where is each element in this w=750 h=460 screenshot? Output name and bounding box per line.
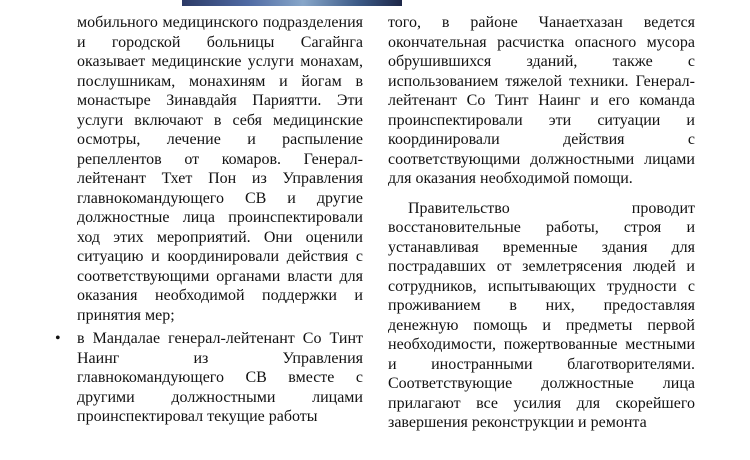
list-item-mandalay: [55, 329, 363, 427]
bullet-icon: •: [55, 330, 61, 347]
right-column: [388, 13, 695, 433]
photo-bottom-edge: [182, 0, 402, 6]
paragraph-government-reconstruction: Правительство проводит восстановительные работы, строя и устанавливая временные здания для пострадавших от землетрясения людей и сотрудников, испытывающих трудности с проживанием в них, предоставляя денежную помощь и предметы первой необходимости, пожертвованные местными и иностранными благотворителями. Соответствующие должностные лица прилагают все усилия для скорейшего завершения реконструкции и ремонта: [388, 199, 695, 431]
left-column: [55, 13, 363, 427]
paragraph-debris-clearing: того, в районе Чанаетхазан ведется окончательная расчистка опасного мусора обрушившихся зданий, также с использованием тяжелой техники. Генерал-лейтенант Со Тинт Наинг и его команда проинспектировали эти ситуации и координировали действия с соответствующими должностными лицами для оказания необходимой помощи.: [388, 14, 695, 187]
paragraph-medical-services: мобильного медицинского подразделения и городской больницы Сагайнга оказывает медицинские услуги монахам, послушникам, монахиням и йогам в монастыре Зинавдайя Париятти. Эти услуги включают в себя медицинские осмотры, лечение и распыление репеллентов от комаров. Генерал-лейтенант Тхет Пон из Управления главнокомандующего СВ и другие должностные лица проинспектировали ход этих мероприятий. Они оценили ситуацию и координировали действия с соответствующими органами власти для оказания необходимой поддержки и принятия мер;: [77, 14, 363, 324]
bullet-text: в Мандалае генерал-лейтенант Со Тинт Наинг из Управления главнокомандующего СВ вместе с другими должностными лицами проинспектировал текущие работы: [77, 330, 363, 425]
